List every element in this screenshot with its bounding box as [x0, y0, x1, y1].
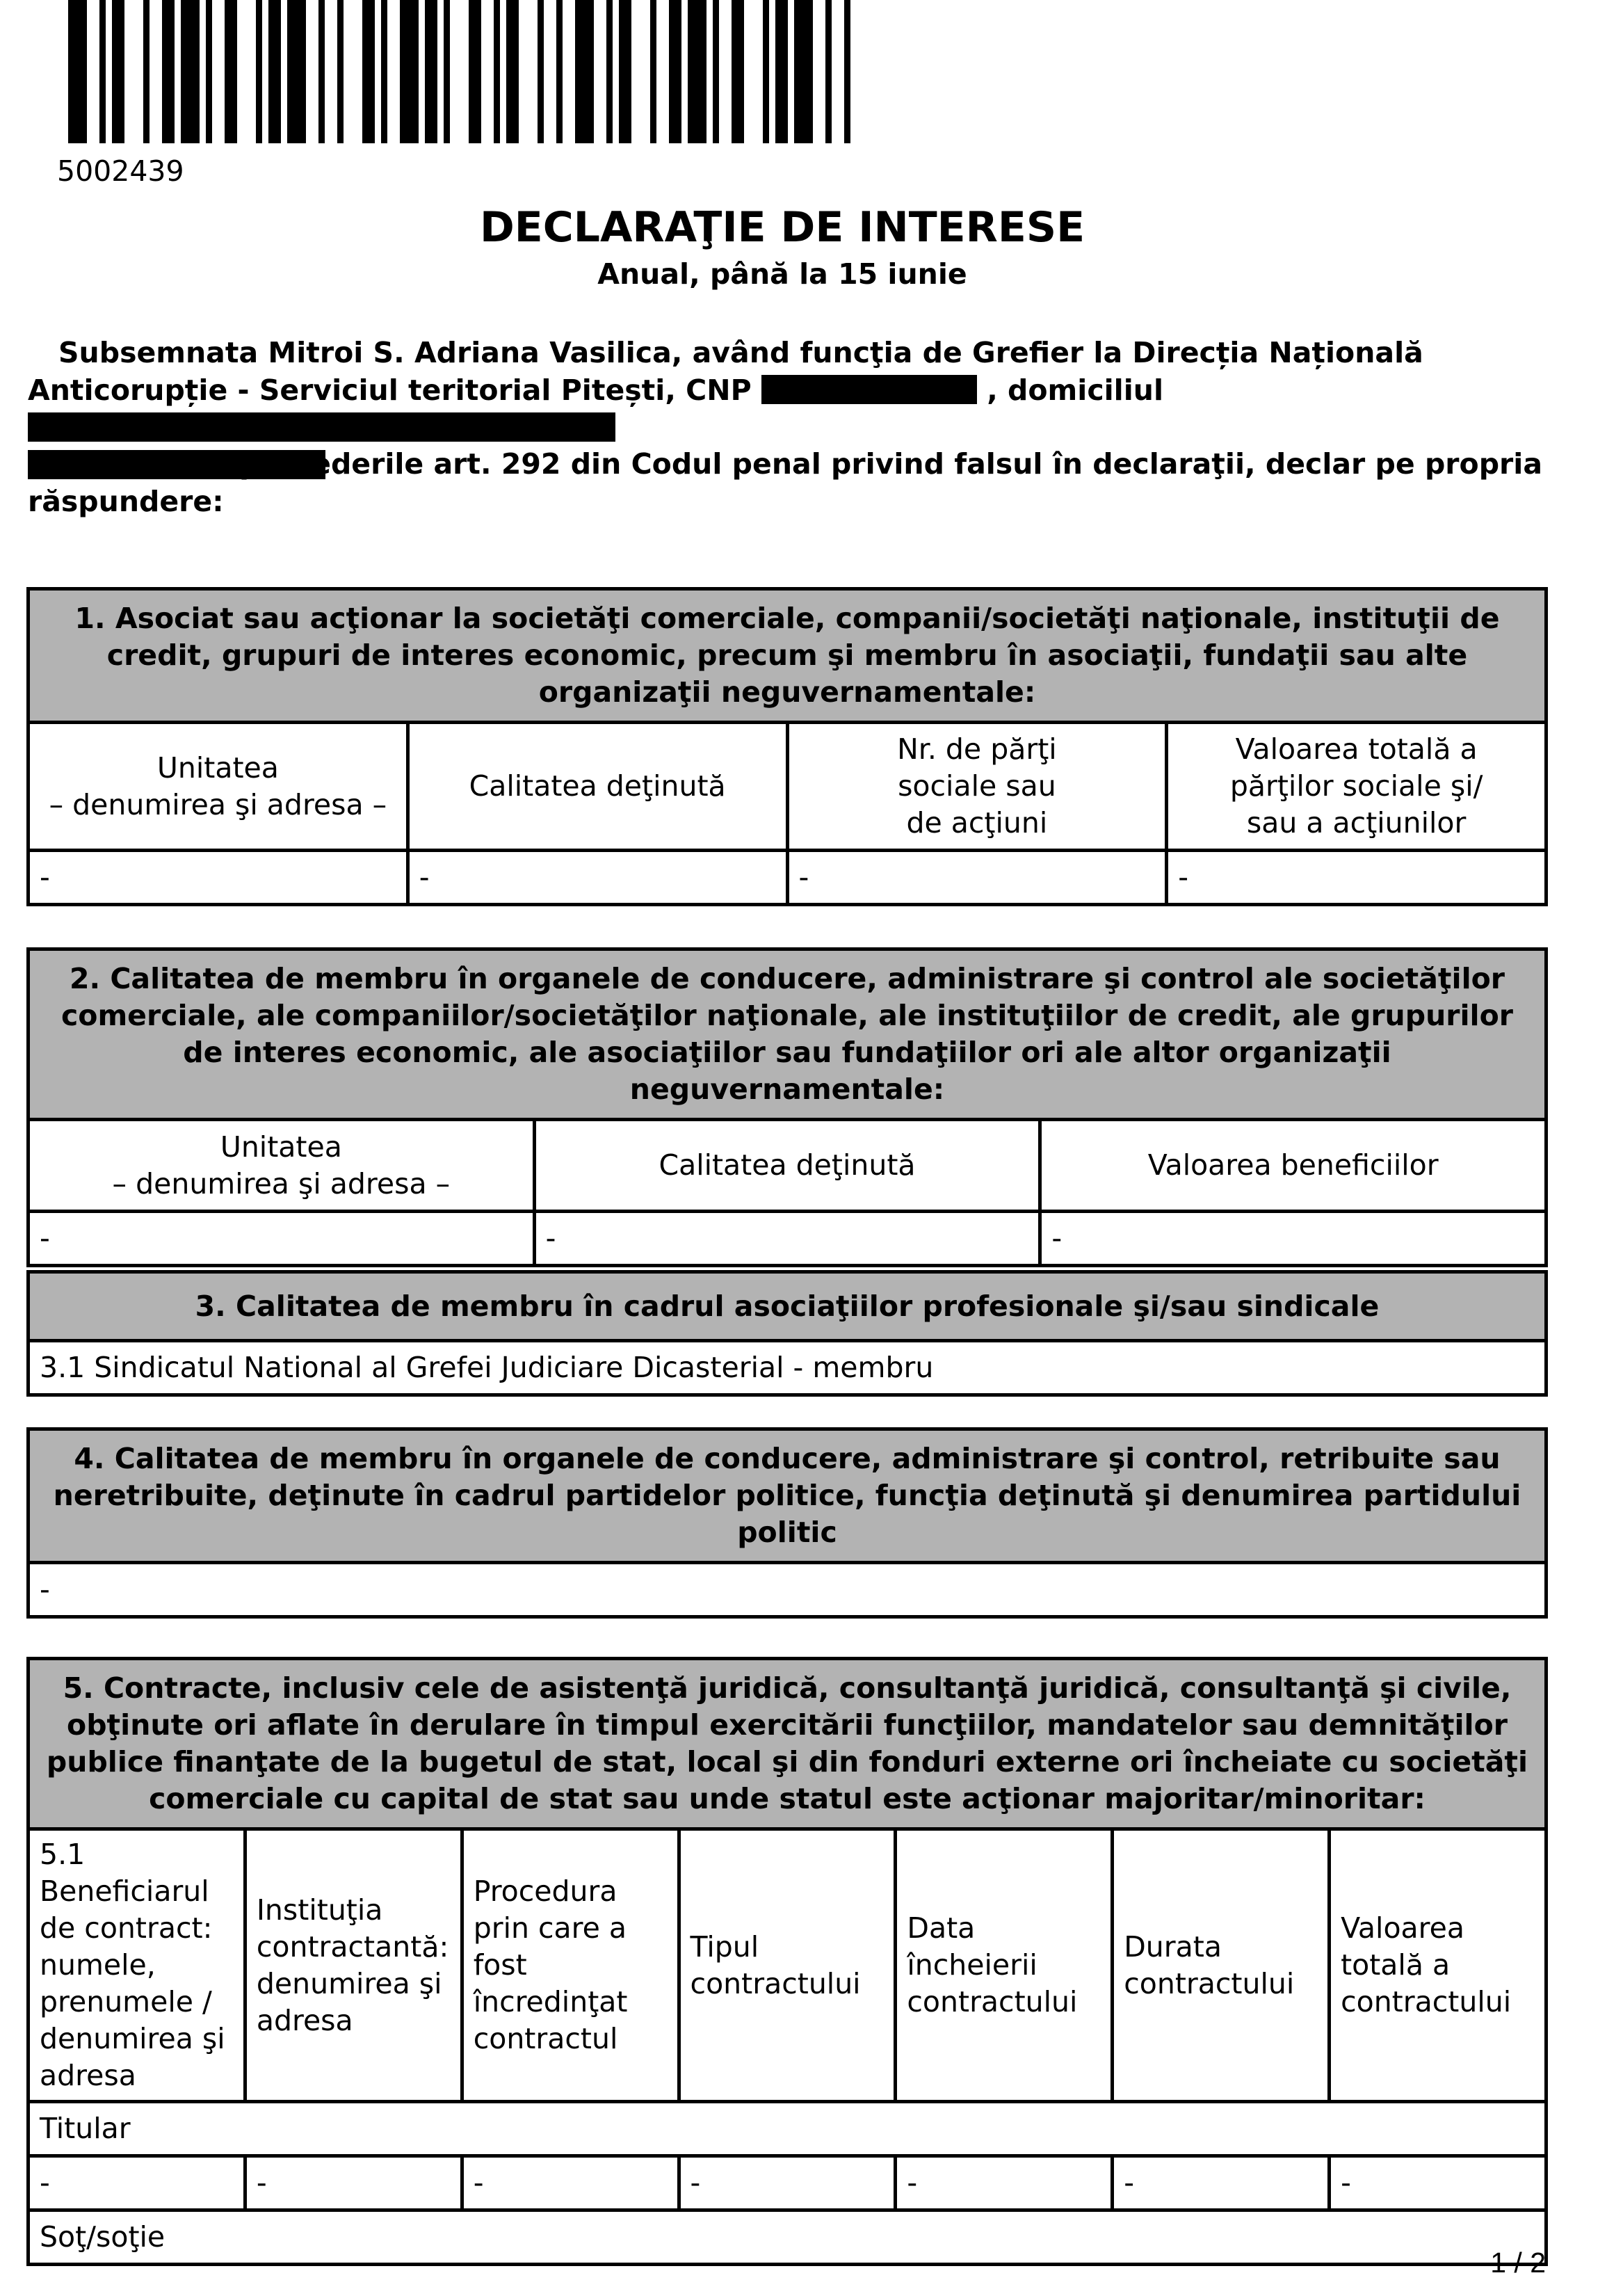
barcode-bar: [794, 0, 813, 143]
column-header: Data încheierii contractului: [896, 1829, 1113, 2102]
section-2-table: [26, 947, 1548, 1267]
barcode-bar: [575, 0, 594, 143]
statement-part1: Subsemnata Mitroi S. Adriana Vasilica, având funcţia de Grefier la Direcția Națională Anticorupție - Serviciul teritorial Pitești, CNP: [28, 336, 1423, 407]
section-1-heading: 1. Asociat sau acţionar la societăţi comerciale, companii/societăţi naţionale, instituţii de credit, grupuri de interes economic, precum şi membru în asociaţii, fundaţii sau alte organizaţii neguvernamentale:: [29, 589, 1547, 723]
section-5-heading: 5. Contracte, inclusiv cele de asistenţă juridică, consultanţă juridică, consultanţă şi civile, obţinute ori aflate în derulare în timpul exercitării funcţiilor, mandatelor sau demnităţilor publice finanţate de la bugetul de stat, local şi din fonduri externe ori încheiate cu societăţi comerciale cu capital de stat sau unde statul este acţionar majoritar/minoritar:: [29, 1659, 1547, 1829]
spouse-label: Soţ/soţie: [29, 2210, 1547, 2265]
table-cell: -: [1167, 851, 1547, 905]
table-cell: -: [29, 2156, 245, 2210]
barcode-bar: [256, 0, 262, 143]
redacted-cnp: [761, 375, 977, 404]
barcode-bar: [143, 0, 150, 143]
barcode-bar: [68, 0, 87, 143]
barcode-bar: [337, 0, 344, 143]
barcode-bar: [844, 0, 850, 143]
table-cell: -: [787, 851, 1167, 905]
column-header: Valoarea totală a contractului: [1330, 1829, 1547, 2102]
legal-statement-text: cunoscând prevederile art. 292 din Codul penal privind falsul în declaraţii, declar pe propria răspundere:: [28, 447, 1542, 518]
barcode-bar: [287, 0, 306, 143]
section-3-heading: 3. Calitatea de membru în cadrul asociaţiilor profesionale şi/sau sindicale: [29, 1272, 1547, 1341]
barcode-bar: [206, 0, 212, 143]
document-number: 5002439: [57, 154, 184, 188]
barcode-bar: [99, 0, 106, 143]
barcode-bar: [362, 0, 375, 143]
barcode-bar: [713, 0, 719, 143]
column-header: Valoarea beneficiilor: [1040, 1120, 1547, 1212]
barcode-bar: [775, 0, 788, 143]
table-cell: -: [1330, 2156, 1547, 2210]
barcode-bar: [763, 0, 769, 143]
column-header: Tipul contractului: [679, 1829, 896, 2102]
table-cell: -: [896, 2156, 1113, 2210]
section-3-table: [26, 1270, 1548, 1397]
section-3-entry: 3.1 Sindicatul National al Grefei Judiciare Dicasterial - membru: [29, 1341, 1547, 1395]
barcode-bar: [425, 0, 437, 143]
column-header: 5.1 Beneficiarul de contract: numele, prenumele / denumirea şi adresa: [29, 1829, 245, 2102]
column-header: Nr. de părţi sociale sau de acţiuni: [787, 723, 1167, 851]
column-header: Calitatea deţinută: [534, 1120, 1040, 1212]
table-cell: -: [1040, 1212, 1547, 1266]
section-4-table: [26, 1427, 1548, 1619]
column-header: Procedura prin care a fost încredinţat contractul: [462, 1829, 679, 2102]
column-header: Calitatea deţinută: [407, 723, 787, 851]
barcode-bar: [506, 0, 519, 143]
table-cell: -: [462, 2156, 679, 2210]
barcode-bar: [469, 0, 481, 143]
statement-part2: , domiciliul: [987, 374, 1164, 407]
table-cell: -: [679, 2156, 896, 2210]
barcode-bar: [181, 0, 200, 143]
barcode-bar: [400, 0, 419, 143]
barcode-bar: [650, 0, 656, 143]
section-4-entry: -: [29, 1563, 1547, 1617]
section-2-heading: 2. Calitatea de membru în organele de conducere, administrare şi control ale societăţilor comerciale, ale companiilor/societăţilor naţionale, ale instituţiilor de credit, ale grupurilor de interes economic, ale asociaţiilor sau fundaţiilor ori ale altor organizaţii neguvernamentale:: [29, 949, 1547, 1120]
barcode-bar: [556, 0, 563, 143]
barcode-bar: [619, 0, 631, 143]
barcode-bar: [732, 0, 744, 143]
barcode-bar: [225, 0, 237, 143]
barcode-bar: [162, 0, 175, 143]
titular-label: Titular: [29, 2102, 1547, 2156]
section-1-table: [26, 587, 1548, 906]
barcode-bar: [444, 0, 450, 143]
section-5-table: [26, 1657, 1548, 2266]
barcode-bar: [268, 0, 281, 143]
table-cell: -: [29, 1212, 535, 1266]
column-header: Instituţia contractantă: denumirea şi adresa: [245, 1829, 462, 2102]
barcode-bar: [688, 0, 706, 143]
column-header: Durata contractului: [1113, 1829, 1330, 2102]
page-subtitle: Anual, până la 15 iunie: [597, 257, 967, 291]
barcode-bar: [112, 0, 124, 143]
barcode: [68, 0, 854, 143]
barcode-bar: [538, 0, 544, 143]
page-number: 1 / 2: [1490, 2247, 1546, 2279]
barcode-bar: [825, 0, 832, 143]
barcode-bar: [606, 0, 613, 143]
section-4-heading: 4. Calitatea de membru în organele de conducere, administrare şi control, retribuite sau neretribuite, deţinute în cadrul partidelor politice, funcţia deţinută şi denumirea partidului politic: [29, 1429, 1547, 1563]
barcode-bar: [669, 0, 681, 143]
table-cell: -: [407, 851, 787, 905]
table-cell: -: [245, 2156, 462, 2210]
table-cell: -: [1113, 2156, 1330, 2210]
column-header: Unitatea – denumirea şi adresa –: [29, 723, 408, 851]
table-cell: -: [29, 851, 408, 905]
barcode-bar: [381, 0, 387, 143]
redacted-address: [28, 412, 615, 442]
column-header: Unitatea – denumirea şi adresa –: [29, 1120, 535, 1212]
barcode-bar: [318, 0, 325, 143]
column-header: Valoarea totală a părţilor sociale şi/ sau a acţiunilor: [1167, 723, 1547, 851]
barcode-bar: [494, 0, 500, 143]
page-title: DECLARAŢIE DE INTERESE: [479, 203, 1085, 252]
legal-statement: [28, 445, 1551, 520]
table-cell: -: [534, 1212, 1040, 1266]
